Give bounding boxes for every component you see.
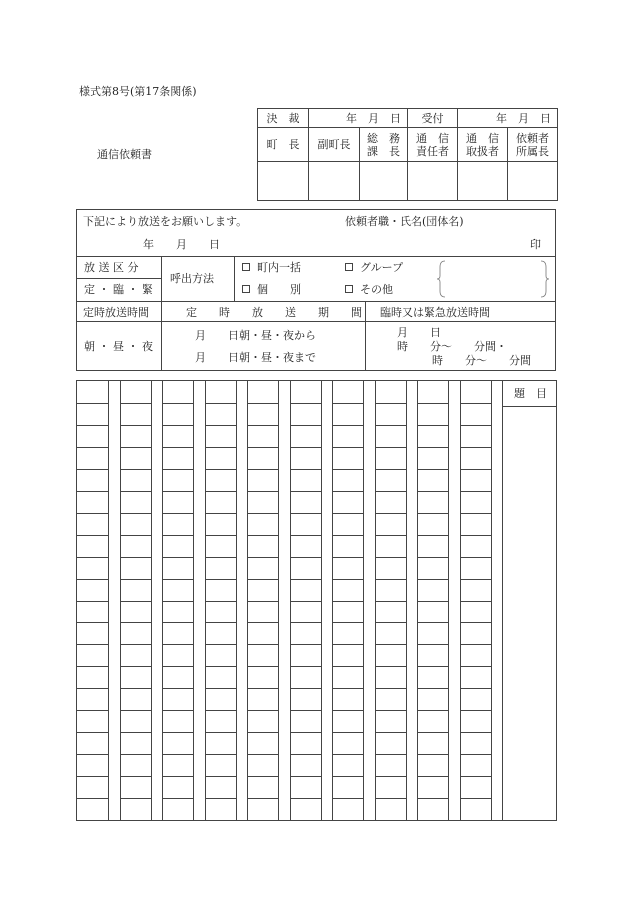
cell-line <box>77 666 108 667</box>
cell-line <box>417 732 448 733</box>
cell-line <box>417 425 448 426</box>
stamp-box[interactable] <box>508 162 558 201</box>
cell-line <box>417 754 448 755</box>
cell-line <box>205 579 236 580</box>
option-label: その他 <box>360 283 393 296</box>
cell-line <box>247 425 278 426</box>
cell-line <box>247 403 278 404</box>
option-label: 町内一括 <box>257 261 301 274</box>
cell-line <box>120 535 151 536</box>
cell-line <box>460 447 491 448</box>
cell-line <box>120 710 151 711</box>
form-number: 様式第8号(第17条関係) <box>79 85 197 98</box>
cell-line <box>332 579 363 580</box>
cell-line <box>247 710 278 711</box>
received-date: 年 月 日 <box>458 109 558 128</box>
cell-line <box>290 557 321 558</box>
stamp-box[interactable] <box>458 162 508 201</box>
period-to[interactable]: 月 日朝・昼・夜まで <box>195 351 316 364</box>
cell-line <box>205 622 236 623</box>
cell-line <box>247 469 278 470</box>
temp-time-2[interactable]: 時 分〜 分間 <box>432 354 531 367</box>
cell-line <box>460 644 491 645</box>
cell-line <box>77 754 108 755</box>
request-date: 年 月 日 <box>143 238 220 251</box>
cell-line <box>290 688 321 689</box>
cell-line <box>460 622 491 623</box>
cell-line <box>460 666 491 667</box>
cell-line <box>162 666 193 667</box>
regular-period-label: 定 時 放 送 期 間 <box>186 306 362 319</box>
cell-line <box>77 644 108 645</box>
cell-line <box>460 732 491 733</box>
column-edge <box>108 381 109 820</box>
cell-line <box>162 732 193 733</box>
column-edge <box>321 381 322 820</box>
option-other[interactable] <box>345 284 393 295</box>
cell-line <box>332 491 363 492</box>
checkbox-icon[interactable] <box>345 263 353 271</box>
checkbox-icon[interactable] <box>242 263 250 271</box>
cell-line <box>120 732 151 733</box>
cell-line <box>332 469 363 470</box>
cell-line <box>120 447 151 448</box>
cell-line <box>247 557 278 558</box>
cell-line <box>120 491 151 492</box>
cell-line <box>417 666 448 667</box>
cell-line <box>290 513 321 514</box>
cell-line <box>290 754 321 755</box>
cell-line <box>162 798 193 799</box>
cell-line <box>120 754 151 755</box>
cell-line <box>247 776 278 777</box>
cell-line <box>77 732 108 733</box>
cell-line <box>120 798 151 799</box>
seal-mark: 印 <box>530 238 541 251</box>
cell-line <box>77 776 108 777</box>
cell-line <box>460 469 491 470</box>
cell-line <box>332 644 363 645</box>
temp-time-label: 臨時又は緊急放送時間 <box>380 306 490 319</box>
cell-line <box>77 491 108 492</box>
cell-line <box>375 666 406 667</box>
cell-line <box>247 447 278 448</box>
cell-line <box>77 710 108 711</box>
cell-line <box>460 754 491 755</box>
column-edge <box>236 381 237 820</box>
cell-line <box>247 579 278 580</box>
role-cell <box>458 128 508 162</box>
role-label: 依頼者 <box>516 131 549 145</box>
cell-line <box>290 469 321 470</box>
cell-line <box>417 535 448 536</box>
decision-label: 決 裁 <box>258 109 309 128</box>
option-group[interactable] <box>345 262 403 273</box>
cell-line <box>205 513 236 514</box>
cell-line <box>247 644 278 645</box>
cell-line <box>375 688 406 689</box>
column-edge <box>448 381 449 820</box>
cell-line <box>205 666 236 667</box>
cell-line <box>120 425 151 426</box>
cell-line <box>162 579 193 580</box>
cell-line <box>205 403 236 404</box>
role-label: 町 長 <box>266 138 300 151</box>
cell-line <box>460 798 491 799</box>
cell-line <box>417 622 448 623</box>
cell-line <box>375 403 406 404</box>
cell-line <box>417 710 448 711</box>
cell-line <box>120 579 151 580</box>
cell-line <box>290 601 321 602</box>
cell-line <box>375 557 406 558</box>
option-label: 個 別 <box>257 283 301 296</box>
period-from[interactable]: 月 日朝・昼・夜から <box>195 329 316 342</box>
cell-line <box>77 622 108 623</box>
cell-line <box>205 776 236 777</box>
cell-line <box>460 425 491 426</box>
cell-line <box>247 513 278 514</box>
cell-line <box>290 776 321 777</box>
cell-line <box>332 601 363 602</box>
cell-line <box>205 535 236 536</box>
cell-line <box>417 513 448 514</box>
role-label-2: 課 長 <box>367 144 400 158</box>
cell-line <box>205 469 236 470</box>
cell-line <box>120 469 151 470</box>
cell-line <box>375 776 406 777</box>
cell-line <box>162 776 193 777</box>
cell-line <box>375 579 406 580</box>
cell-line <box>417 776 448 777</box>
cell-line <box>460 579 491 580</box>
cell-line <box>162 601 193 602</box>
cell-line <box>205 798 236 799</box>
cell-line <box>162 425 193 426</box>
cell-line <box>332 535 363 536</box>
column-edge <box>491 381 492 820</box>
cell-line <box>205 425 236 426</box>
cell-line <box>332 798 363 799</box>
cell-line <box>77 447 108 448</box>
option-individual[interactable] <box>242 284 301 295</box>
cell-line <box>375 798 406 799</box>
cell-line <box>162 557 193 558</box>
cell-line <box>290 579 321 580</box>
cell-line <box>375 535 406 536</box>
cell-line <box>290 491 321 492</box>
role-label: 総 務 <box>367 131 400 145</box>
temp-date[interactable]: 月 日 <box>397 326 441 339</box>
cell-line <box>375 513 406 514</box>
checkbox-icon[interactable] <box>345 285 353 293</box>
cell-line <box>205 754 236 755</box>
column-edge <box>363 381 364 820</box>
stamp-box[interactable] <box>258 162 309 201</box>
cell-line <box>417 557 448 558</box>
column-edge <box>406 381 407 820</box>
document-title: 通信依頼書 <box>97 148 152 161</box>
cell-line <box>205 557 236 558</box>
cell-line <box>290 425 321 426</box>
cell-line <box>332 513 363 514</box>
cell-line <box>247 666 278 667</box>
cell-line <box>247 732 278 733</box>
role-cell <box>508 128 558 162</box>
cell-line <box>417 447 448 448</box>
request-block <box>76 209 556 371</box>
cell-line <box>332 666 363 667</box>
time-of-day[interactable]: 朝 ・ 昼 ・ 夜 <box>84 340 153 353</box>
cell-line <box>77 403 108 404</box>
cell-line <box>162 644 193 645</box>
stamp-box[interactable] <box>360 162 408 201</box>
cell-line <box>375 491 406 492</box>
cell-line <box>332 447 363 448</box>
cell-line <box>417 469 448 470</box>
stamp-box[interactable] <box>309 162 360 201</box>
cell-line <box>120 403 151 404</box>
cell-line <box>290 666 321 667</box>
cell-line <box>332 754 363 755</box>
cell-line <box>290 403 321 404</box>
role-cell <box>408 128 458 162</box>
cell-line <box>460 513 491 514</box>
cell-line <box>162 491 193 492</box>
role-label: 通 信 <box>416 131 449 145</box>
decision-date: 年 月 日 <box>309 109 408 128</box>
cell-line <box>375 732 406 733</box>
cell-line <box>205 688 236 689</box>
approval-table <box>257 108 558 201</box>
cell-line <box>417 601 448 602</box>
column-edge <box>193 381 194 820</box>
cell-line <box>77 601 108 602</box>
cell-line <box>417 644 448 645</box>
cell-line <box>375 754 406 755</box>
cell-line <box>375 469 406 470</box>
category-values[interactable]: 定 ・ 臨 ・ 緊 <box>84 283 153 296</box>
cell-line <box>460 710 491 711</box>
cell-line <box>332 557 363 558</box>
cell-line <box>460 403 491 404</box>
role-label: 通 信 <box>466 131 499 145</box>
cell-line <box>205 710 236 711</box>
cell-line <box>162 513 193 514</box>
cell-line <box>162 622 193 623</box>
role-cell <box>258 128 309 162</box>
cell-line <box>120 688 151 689</box>
broadcast-category-label: 放 送 区 分 <box>84 261 139 274</box>
cell-line <box>205 601 236 602</box>
cell-line <box>332 776 363 777</box>
cell-line <box>375 644 406 645</box>
cell-line <box>290 644 321 645</box>
cell-line <box>77 535 108 536</box>
role-label-2: 責任者 <box>416 144 449 158</box>
cell-line <box>162 403 193 404</box>
cell-line <box>247 798 278 799</box>
cell-line <box>77 469 108 470</box>
call-method-label: 呼出方法 <box>170 272 214 285</box>
subject-label: 題 目 <box>514 387 547 400</box>
cell-line <box>120 644 151 645</box>
cell-line <box>290 710 321 711</box>
received-label: 受付 <box>408 109 458 128</box>
cell-line <box>247 688 278 689</box>
cell-line <box>460 776 491 777</box>
role-label-2: 取扱者 <box>466 144 499 158</box>
cell-line <box>162 710 193 711</box>
cell-line <box>162 688 193 689</box>
cell-line <box>460 601 491 602</box>
cell-line <box>247 491 278 492</box>
regular-time-label: 定時放送時間 <box>83 306 149 319</box>
cell-line <box>247 754 278 755</box>
cell-line <box>77 579 108 580</box>
cell-line <box>375 622 406 623</box>
cell-line <box>417 403 448 404</box>
manuscript-grid[interactable] <box>76 380 557 821</box>
cell-line <box>290 732 321 733</box>
cell-line <box>417 688 448 689</box>
requester-label: 依頼者職・氏名(団体名) <box>345 215 464 228</box>
cell-line <box>460 535 491 536</box>
cell-line <box>77 425 108 426</box>
other-details-bracket[interactable] <box>437 259 549 299</box>
cell-line <box>332 622 363 623</box>
cell-line <box>120 557 151 558</box>
role-label-2: 所属長 <box>516 144 549 158</box>
cell-line <box>332 403 363 404</box>
request-intro: 下記により放送をお願いします。 <box>83 215 248 228</box>
cell-line <box>77 798 108 799</box>
role-cell <box>309 128 360 162</box>
cell-line <box>120 776 151 777</box>
cell-line <box>247 535 278 536</box>
cell-line <box>120 622 151 623</box>
cell-line <box>120 601 151 602</box>
checkbox-icon[interactable] <box>242 285 250 293</box>
cell-line <box>247 622 278 623</box>
cell-line <box>77 557 108 558</box>
cell-line <box>290 622 321 623</box>
cell-line <box>205 447 236 448</box>
role-label: 副町長 <box>317 138 351 151</box>
cell-line <box>120 513 151 514</box>
cell-line <box>162 535 193 536</box>
cell-line <box>290 447 321 448</box>
cell-line <box>332 732 363 733</box>
cell-line <box>205 732 236 733</box>
cell-line <box>417 491 448 492</box>
option-town-wide[interactable] <box>242 262 301 273</box>
requester-name-field[interactable] <box>349 230 519 244</box>
column-edge <box>151 381 152 820</box>
option-label: グループ <box>360 261 404 274</box>
roles-row <box>258 128 558 162</box>
temp-time-1[interactable]: 時 分〜 分間・ <box>397 340 507 353</box>
cell-line <box>417 579 448 580</box>
cell-line <box>375 425 406 426</box>
cell-line <box>162 447 193 448</box>
cell-line <box>120 666 151 667</box>
cell-line <box>290 798 321 799</box>
cell-line <box>375 447 406 448</box>
cell-line <box>460 491 491 492</box>
cell-line <box>375 601 406 602</box>
role-cell <box>360 128 408 162</box>
cell-line <box>205 644 236 645</box>
cell-line <box>417 798 448 799</box>
cell-line <box>332 425 363 426</box>
cell-line <box>332 710 363 711</box>
column-edge <box>278 381 279 820</box>
cell-line <box>290 535 321 536</box>
cell-line <box>162 469 193 470</box>
cell-line <box>162 754 193 755</box>
cell-line <box>247 601 278 602</box>
cell-line <box>460 688 491 689</box>
cell-line <box>332 688 363 689</box>
cell-line <box>77 688 108 689</box>
stamp-box[interactable] <box>408 162 458 201</box>
cell-line <box>375 710 406 711</box>
cell-line <box>460 557 491 558</box>
cell-line <box>205 491 236 492</box>
cell-line <box>77 513 108 514</box>
